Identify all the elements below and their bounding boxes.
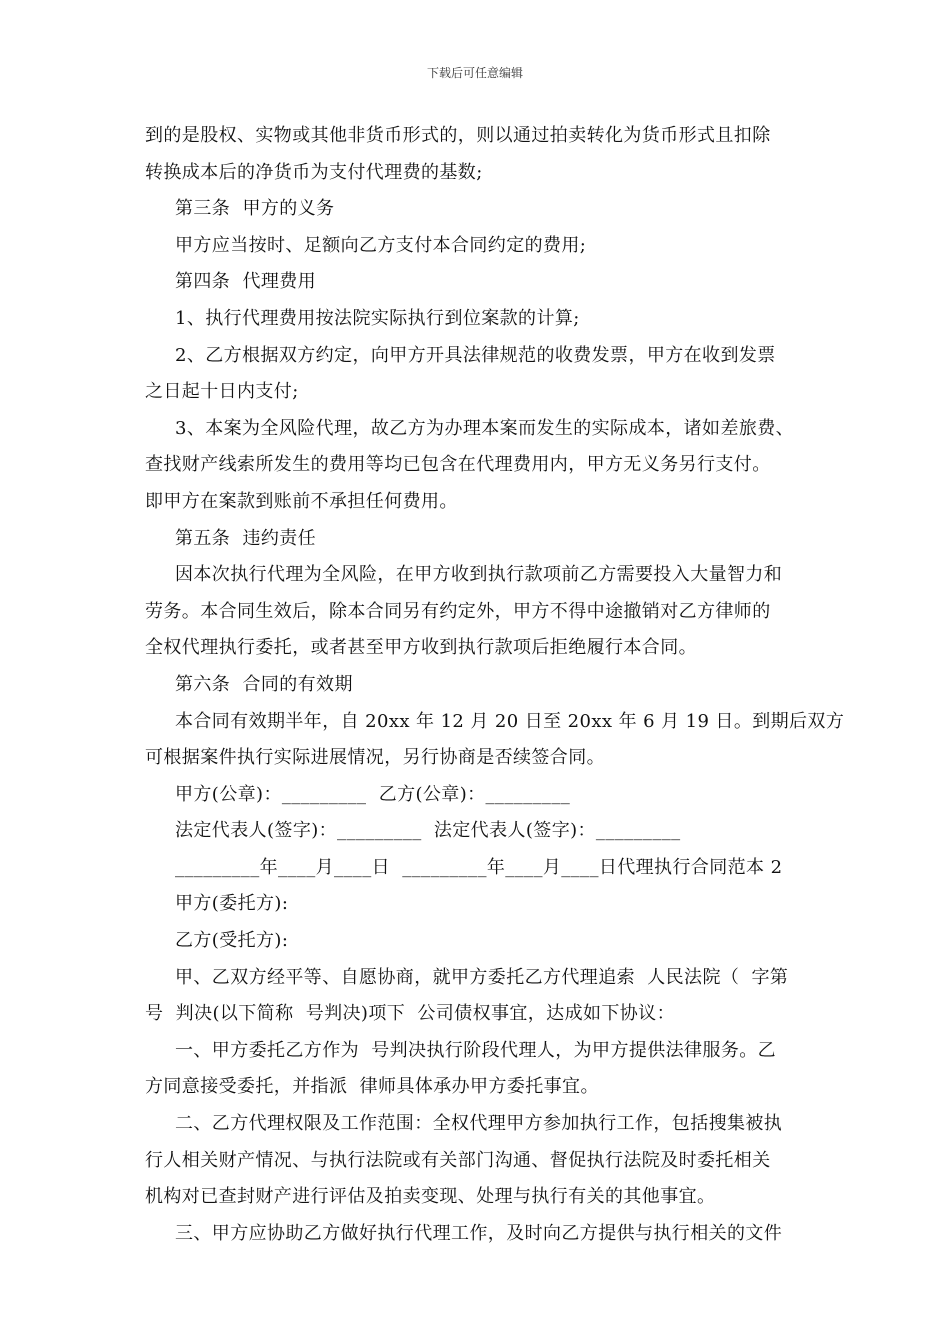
paragraph-line: 转换成本后的净货币为支付代理费的基数;	[145, 161, 483, 183]
paragraph-line: 一、甲方委托乙方作为 号判决执行阶段代理人，为甲方提供法律服务。乙	[175, 1039, 777, 1061]
paragraph-line: 号 判决(以下简称 号判决)项下 公司债权事宜，达成如下协议：	[145, 1003, 675, 1025]
paragraph-line: 可根据案件执行实际进展情况，另行协商是否续签合同。	[145, 747, 605, 769]
paragraph-line: _________年____月____日 _________年____月____日代理执行合同范本 2	[175, 856, 783, 878]
document-body	[145, 118, 845, 1252]
paragraph-line: 之日起十日内支付;	[145, 381, 299, 403]
paragraph-line: 第四条 代理费用	[175, 271, 317, 293]
paragraph-line: 因本次执行代理为全风险，在甲方收到执行款项前乙方需要投入大量智力和	[175, 564, 783, 586]
paragraph-line: 即甲方在案款到账前不承担任何费用。	[145, 490, 458, 512]
paragraph-line: 行人相关财产情况、与执行法院或有关部门沟通、督促执行法院及时委托相关	[145, 1149, 771, 1171]
paragraph-line: 三、甲方应协助乙方做好执行代理工作，及时向乙方提供与执行相关的文件	[175, 1222, 783, 1244]
paragraph-line: 甲、乙双方经平等、自愿协商，就甲方委托乙方代理追索 人民法院（ 字第	[175, 966, 789, 988]
paragraph-line: 劳务。本合同生效后，除本合同另有约定外，甲方不得中途撤销对乙方律师的	[145, 600, 771, 622]
paragraph-line: 乙方(受托方):	[175, 930, 289, 952]
paragraph-line: 甲方(公章)：_________ 乙方(公章)：_________	[175, 783, 571, 805]
paragraph-line: 2、乙方根据双方约定，向甲方开具法律规范的收费发票，甲方在收到发票	[175, 344, 776, 366]
paragraph-line: 甲方(委托方):	[175, 893, 289, 915]
paragraph-line: 3、本案为全风险代理，故乙方为办理本案而发生的实际成本，诸如差旅费、	[175, 417, 795, 439]
paragraph-line: 到的是股权、实物或其他非货币形式的，则以通过拍卖转化为货币形式且扣除	[145, 125, 771, 146]
paragraph-line: 查找财产线索所发生的费用等均已包含在代理费用内，甲方无义务另行支付。	[145, 454, 771, 476]
paragraph-line: 法定代表人(签字)：_________ 法定代表人(签字)：_________	[175, 820, 681, 842]
page-header-note: 下载后可任意编辑	[426, 66, 523, 80]
paragraph-line: 本合同有效期半年，自 20xx 年 12 月 20 日至 20xx 年 6 月 19 日。到期后双方	[175, 710, 845, 732]
paragraph-line: 机构对已查封财产进行评估及拍卖变现、处理与执行有关的其他事宜。	[145, 1186, 716, 1208]
paragraph-line: 全权代理执行委托，或者甚至甲方收到执行款项后拒绝履行本合同。	[145, 637, 697, 659]
paragraph-line: 1、执行代理费用按法院实际执行到位案款的计算;	[175, 307, 580, 329]
paragraph-line: 第三条 甲方的义务	[175, 198, 335, 220]
paragraph-line: 甲方应当按时、足额向乙方支付本合同约定的费用;	[175, 234, 587, 256]
paragraph-line: 第六条 合同的有效期	[175, 673, 353, 695]
paragraph-line: 二、乙方代理权限及工作范围：全权代理甲方参加执行工作，包括搜集被执	[175, 1113, 783, 1135]
paragraph-line: 方同意接受委托，并指派 律师具体承办甲方委托事宜。	[145, 1076, 599, 1098]
paragraph-line: 第五条 违约责任	[175, 527, 317, 549]
